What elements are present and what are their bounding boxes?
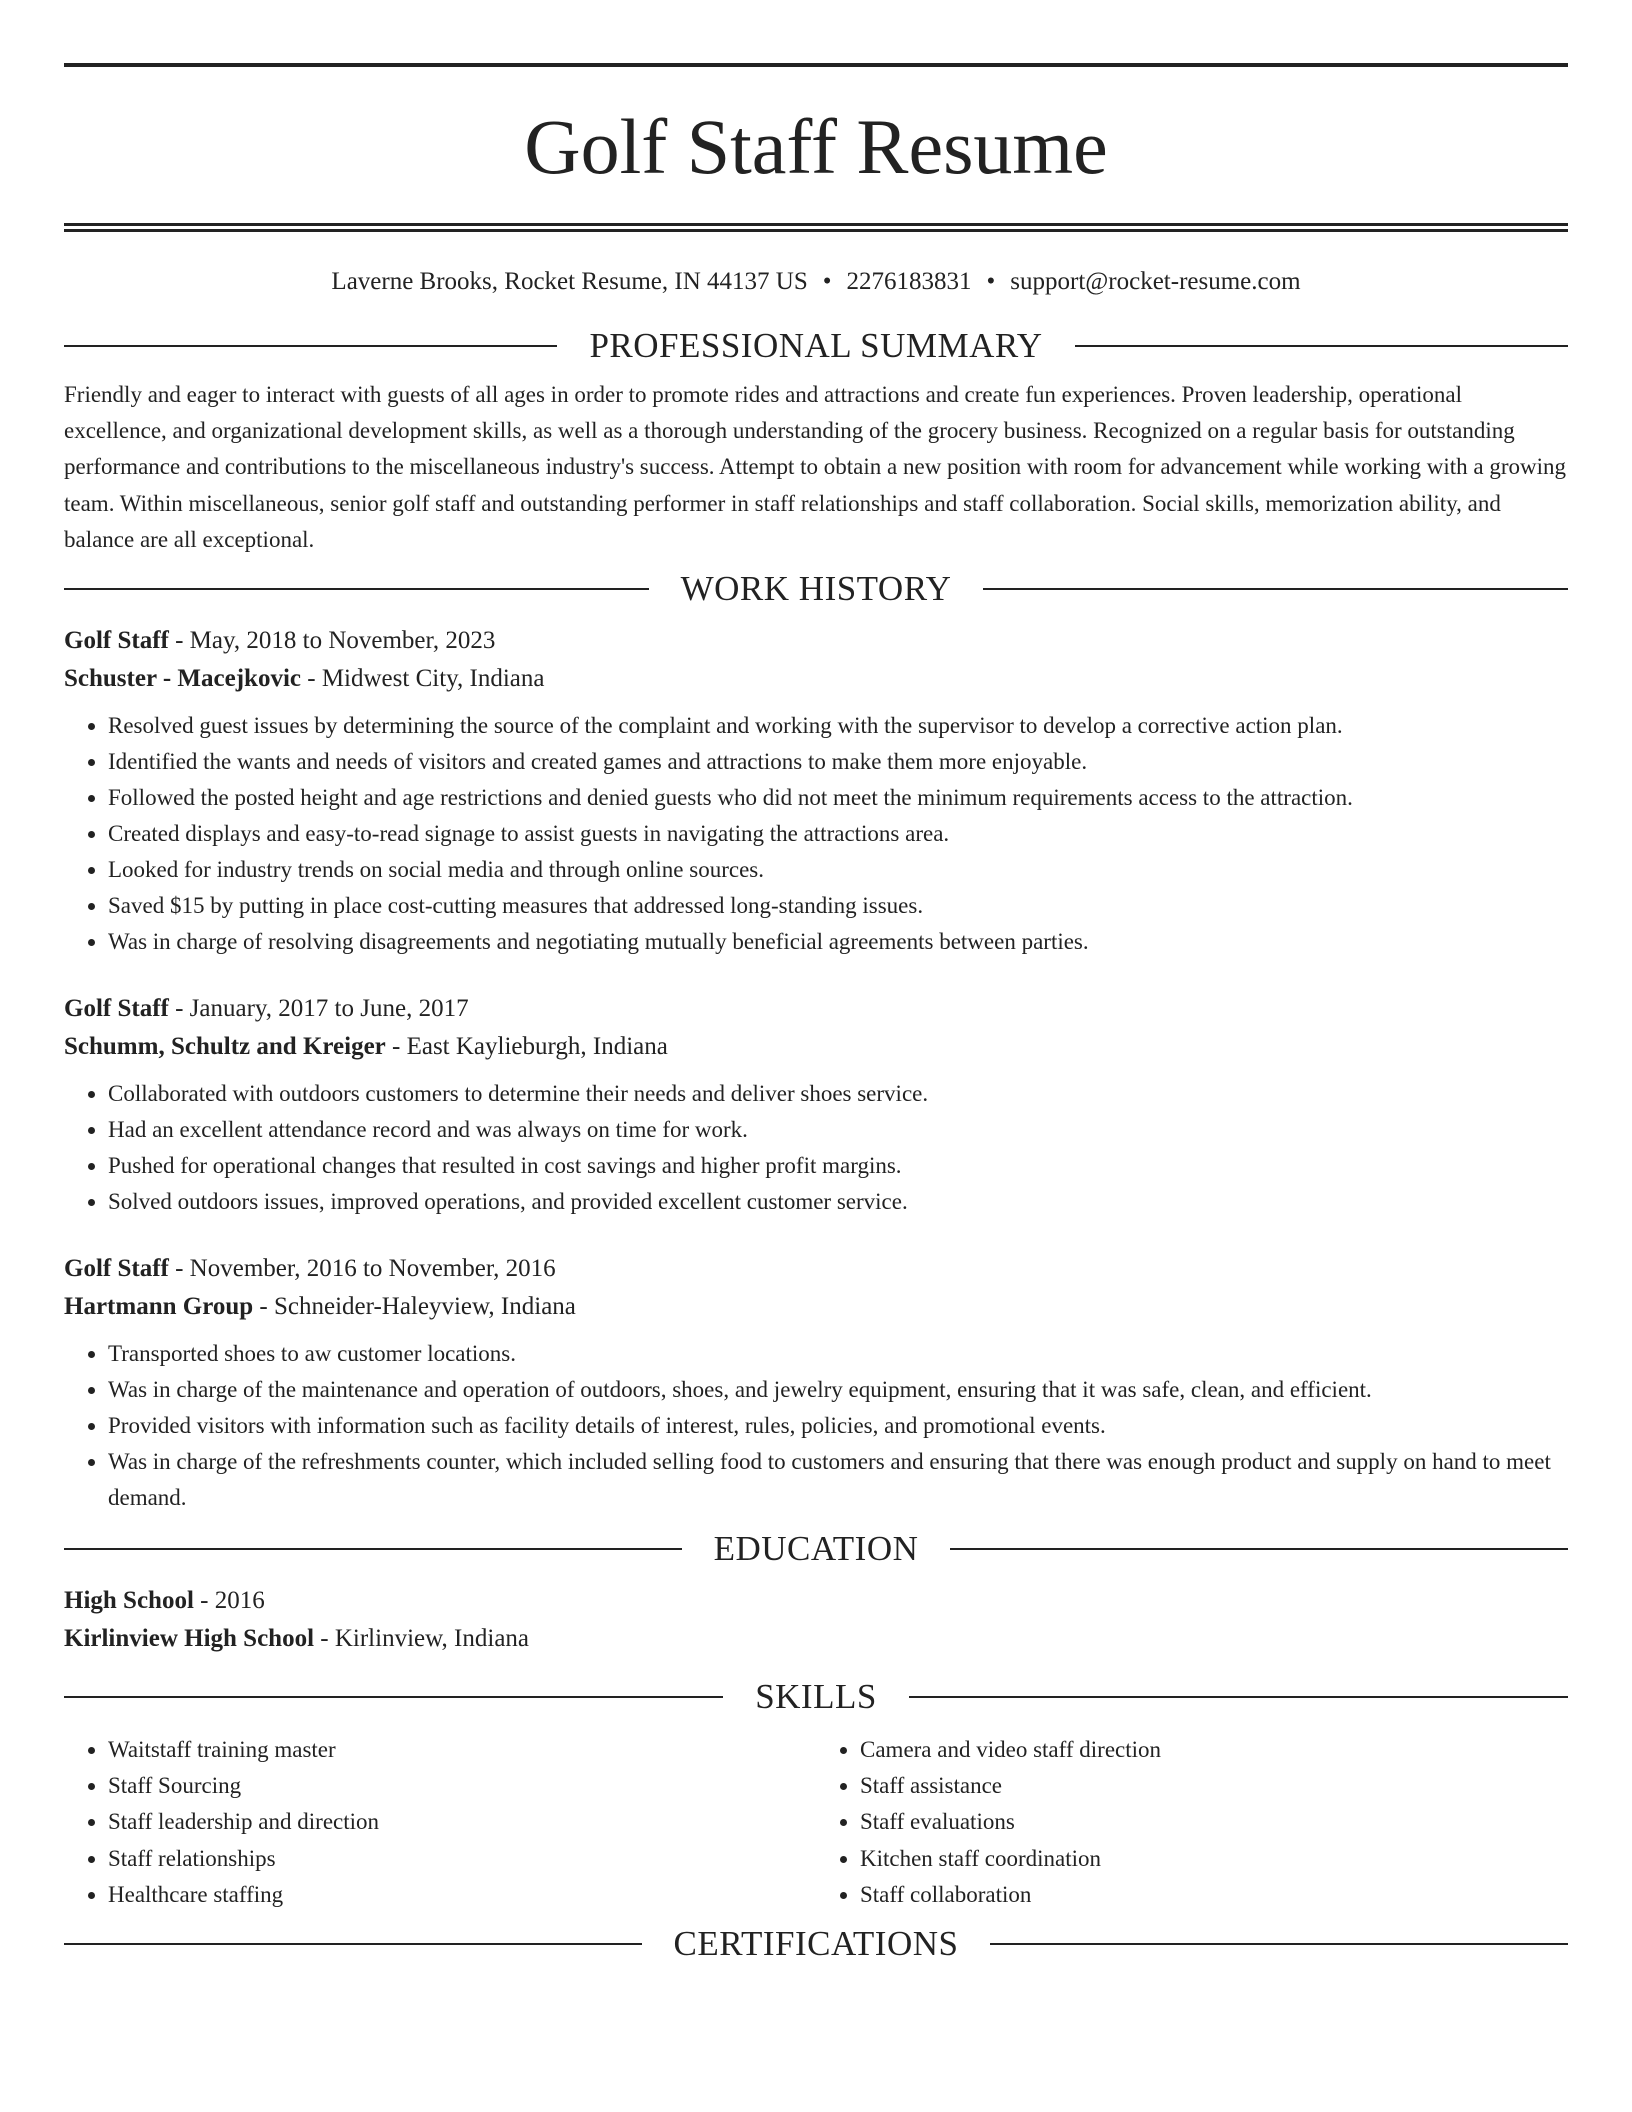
section-heading-education xyxy=(64,1528,1568,1570)
job-title: Golf Staff xyxy=(64,1255,169,1283)
skill-item: • Staff relationships xyxy=(108,1841,816,1877)
heading-rule-right xyxy=(983,588,1568,590)
job-dates: - May, 2018 to November, 2023 xyxy=(168,627,496,655)
skill-item: • Staff Sourcing xyxy=(108,1768,816,1804)
heading-rule-right xyxy=(950,1548,1568,1550)
section-heading-certifications xyxy=(64,1923,1568,1965)
section-heading-summary xyxy=(64,325,1568,367)
heading-rule-left xyxy=(64,1696,723,1698)
heading-rule-left xyxy=(64,345,557,347)
job-bullet: • Looked for industry trends on social media and through online sources. xyxy=(108,852,1568,888)
skill-item: • Staff assistance xyxy=(860,1768,1568,1804)
contact-separator: • xyxy=(822,268,832,295)
job-location: - Midwest City, Indiana xyxy=(301,665,545,693)
job-bullet: • Transported shoes to aw customer locations. xyxy=(108,1336,1568,1372)
job-bullet: • Identified the wants and needs of visitors and created games and attractions to make them more enjoyable. xyxy=(108,744,1568,780)
skill-item: • Staff evaluations xyxy=(860,1804,1568,1840)
skills-columns xyxy=(64,1732,1568,1913)
section-title: EDUCATION xyxy=(713,1529,919,1569)
job-bullets xyxy=(64,1336,1568,1516)
job-bullet: • Was in charge of the refreshments counter, which included selling food to customers and ensuring that there was enough product and supply on hand to meet demand. xyxy=(108,1444,1568,1516)
education-school-line xyxy=(64,1620,1568,1658)
skill-item: • Camera and video staff direction xyxy=(860,1732,1568,1768)
summary-paragraph: Friendly and eager to interact with guests of all ages in order to promote rides and attractions and create fun experiences. Proven leadership, operational excellence, and organizational development skills, as well as a thorough understanding of the grocery business. Recognized on a regular basis for outstanding performance and contributions to the miscellaneous industry's success. Attempt to obtain a new position with room for advancement while working with a growing team. Within miscellaneous, senior golf staff and outstanding performer in staff relationships and staff collaboration. Social skills, memorization ability, and balance are all exceptional. xyxy=(64,382,1567,552)
job-entry xyxy=(64,990,1568,1220)
skills-list-left xyxy=(64,1732,816,1913)
contact-address: Laverne Brooks, Rocket Resume, IN 44137 US xyxy=(331,268,808,295)
skill-item: • Staff leadership and direction xyxy=(108,1804,816,1840)
job-dates: - November, 2016 to November, 2016 xyxy=(168,1255,556,1283)
heading-rule-left xyxy=(64,588,649,590)
education-location: - Kirlinview, Indiana xyxy=(314,1625,530,1653)
skill-item: • Healthcare staffing xyxy=(108,1877,816,1913)
education-school: Kirlinview High School xyxy=(64,1625,315,1653)
job-company: Schumm, Schultz and Kreiger xyxy=(64,1033,386,1061)
contact-separator: • xyxy=(986,268,996,295)
job-bullets xyxy=(64,1076,1568,1220)
contact-email: support@rocket-resume.com xyxy=(1010,268,1301,295)
job-bullet: • Collaborated with outdoors customers to determine their needs and deliver shoes service. xyxy=(108,1076,1568,1112)
skill-item: • Staff collaboration xyxy=(860,1877,1568,1913)
section-title: WORK HISTORY xyxy=(680,569,952,609)
job-location: - East Kaylieburgh, Indiana xyxy=(385,1033,668,1061)
skill-item: • Waitstaff training master xyxy=(108,1732,816,1768)
job-entry xyxy=(64,1250,1568,1516)
resume-title: Golf Staff Resume xyxy=(524,103,1108,190)
job-bullet: • Followed the posted height and age restrictions and denied guests who did not meet the minimum requirements access to the attraction. xyxy=(108,780,1568,816)
job-title: Golf Staff xyxy=(64,627,169,655)
section-title: CERTIFICATIONS xyxy=(673,1924,959,1964)
contact-line xyxy=(64,267,1568,297)
job-company-line xyxy=(64,1288,1568,1326)
job-title: Golf Staff xyxy=(64,995,169,1023)
job-company: Schuster - Macejkovic xyxy=(64,665,301,693)
resume-page xyxy=(64,63,1568,1965)
job-title-line xyxy=(64,1250,1568,1288)
job-title-line xyxy=(64,990,1568,1028)
job-company: Hartmann Group xyxy=(64,1293,254,1321)
section-heading-skills xyxy=(64,1676,1568,1718)
heading-rule-left xyxy=(64,1548,682,1550)
job-dates: - January, 2017 to June, 2017 xyxy=(168,995,469,1023)
title-double-rule xyxy=(64,223,1568,232)
job-bullet: • Resolved guest issues by determining the source of the complaint and working with the supervisor to develop a corrective action plan. xyxy=(108,708,1568,744)
education-degree-line xyxy=(64,1582,1568,1620)
top-rule xyxy=(64,63,1568,67)
job-bullet: • Created displays and easy-to-read signage to assist guests in navigating the attractions area. xyxy=(108,816,1568,852)
skill-item: • Kitchen staff coordination xyxy=(860,1841,1568,1877)
section-title: SKILLS xyxy=(755,1677,877,1717)
job-title-line xyxy=(64,622,1568,660)
job-bullet: • Solved outdoors issues, improved operations, and provided excellent customer service. xyxy=(108,1184,1568,1220)
job-bullet: • Had an excellent attendance record and was always on time for work. xyxy=(108,1112,1568,1148)
skills-list-right xyxy=(816,1732,1568,1913)
job-bullet: • Provided visitors with information such as facility details of interest, rules, policies, and promotional events. xyxy=(108,1408,1568,1444)
job-company-line xyxy=(64,1028,1568,1066)
education-entry xyxy=(64,1582,1568,1658)
job-company-line xyxy=(64,660,1568,698)
education-degree: High School xyxy=(64,1587,194,1615)
section-heading-work-history xyxy=(64,568,1568,610)
job-bullets xyxy=(64,708,1568,960)
job-bullet: • Pushed for operational changes that resulted in cost savings and higher profit margins. xyxy=(108,1148,1568,1184)
job-entry xyxy=(64,622,1568,960)
contact-phone: 2276183831 xyxy=(846,268,972,295)
heading-rule-left xyxy=(64,1943,642,1945)
job-bullet: • Was in charge of resolving disagreements and negotiating mutually beneficial agreements between parties. xyxy=(108,924,1568,960)
job-bullet: • Was in charge of the maintenance and operation of outdoors, shoes, and jewelry equipment, ensuring that it was safe, clean, and efficient. xyxy=(108,1372,1568,1408)
job-bullet: • Saved $15 by putting in place cost-cutting measures that addressed long-standing issues. xyxy=(108,888,1568,924)
heading-rule-right xyxy=(990,1943,1568,1945)
section-title: PROFESSIONAL SUMMARY xyxy=(589,326,1043,365)
heading-rule-right xyxy=(1075,345,1568,347)
heading-rule-right xyxy=(909,1696,1568,1698)
job-location: - Schneider-Haleyview, Indiana xyxy=(253,1293,576,1321)
education-year: - 2016 xyxy=(193,1587,265,1615)
